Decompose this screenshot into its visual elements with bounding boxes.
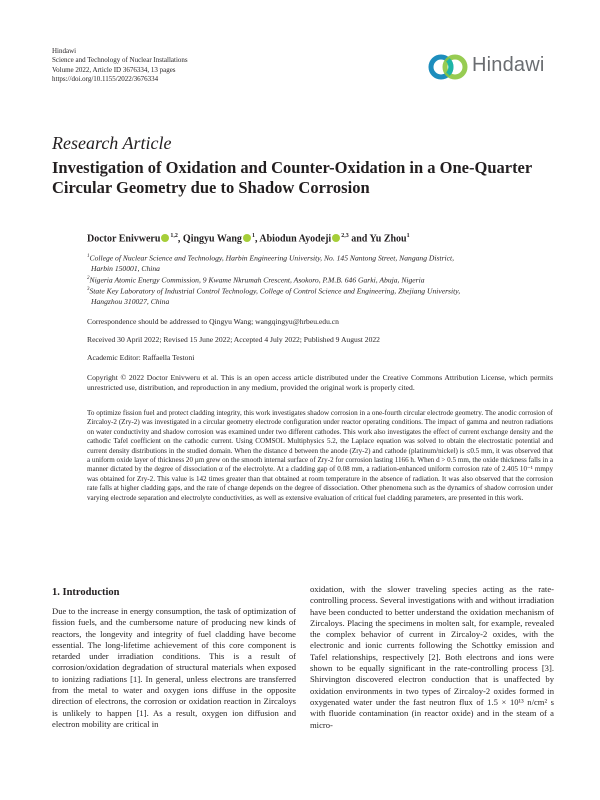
affiliation-text: Harbin 150001, China bbox=[91, 263, 160, 273]
affiliation bbox=[87, 274, 547, 286]
affiliation-marker: 3 bbox=[87, 287, 90, 293]
affiliation-text: Hangzhou 310027, China bbox=[91, 296, 170, 306]
affiliation-text: State Key Laboratory of Industrial Control Technology, College of Control Science and Engineering, Zhejiang University, bbox=[89, 286, 461, 296]
body-column-left bbox=[52, 606, 296, 730]
abstract: To optimize fission fuel and protect cladding integrity, this work investigates shadow corrosion in a one-fourth circular electrode geometry. The anodic corrosion of Zircaloy-2 (Zry-2) was investigated in a circular geometry electrode configuration under reactor operating conditions. The impact of gamma and neutron radiations on water conductivity and shadow corrosion was examined under two different cathodes. This work also investigates the effect of current exchange density and the cathodic Tafel coefficient on the cathodic current. Using COMSOL Multiphysics 5.2, the Laplace equation was solved to obtain the electrostatic potential and current density distributions in the studied domain. When the distance d between the anode (Zry-2) and cathode (platinum/nickel) is ≤0.5 mm, it was observed that a uniform oxide layer of thickness 20 µm grew on the smooth internal surface of Zry-2 for corrosion lasting 1166 h. When d > 0.5 mm, the oxide thickness falls in a manner dictated by the degree of dissociation α of the electrolyte. At a cladding gap of 0.08 mm, a radiation-enhanced uniform corrosion rate of 2.405 10⁻¹ mmpy was obtained for Zry-2. This value is 142 times greater than that obtained at room temperature in the absence of radiation. It was also observed that the corrosion rate falls at higher cladding gaps, and the rate of change depends on the degree of dissociation. Other phenomena such as the dynamics of shadow corrosion under varying electrode separation and electrolyte conductivities, as well as extensive evaluation of critical fuel cladding parameters, are presented in this work. bbox=[87, 409, 553, 502]
author-name: Yu Zhou bbox=[369, 233, 407, 245]
author-affil-marker: 1 bbox=[251, 233, 255, 239]
hindawi-logo-icon bbox=[428, 52, 472, 82]
affiliation-marker: 1 bbox=[87, 254, 90, 259]
hindawi-logo[interactable] bbox=[428, 52, 556, 82]
affiliation-text: Nigeria Atomic Energy Commission, 9 Kwame Nkrumah Crescent, Asokoro, P.M.B. 646 Garki, Abuja, Nigeria bbox=[89, 275, 425, 285]
article-type: Research Article bbox=[52, 133, 172, 153]
article-title: Investigation of Oxidation and Counter-Oxidation in a One-Quarter Circular Geometry due to Shadow Corrosion bbox=[52, 158, 532, 197]
affiliation bbox=[87, 285, 547, 307]
journal-name: Science and Technology of Nuclear Installations bbox=[52, 56, 188, 65]
author-affil-marker: 1 bbox=[406, 233, 410, 239]
body-paragraph: Due to the increase in energy consumption, the task of optimization of fission fuels, and the cumbersome nature of producing new kinds of reactors, the longevity and integrity of fuel cladding have become essential. The long-lifetime achievement of this core component is retarded under irradiation conditions. This is a result of corrosion/oxidation degradation of structural materials when exposed to ionizing radiations [1]. In general, unless electrons are transferred from the metal to water and oxygen ions diffuse in the opposite direction of electrons, the corrosion or oxidation reaction in Zircaloys is unlikely to happen [1]. As a result, oxygen ion diffusion and electron mobility are critical in bbox=[52, 606, 296, 729]
publisher-name: Hindawi bbox=[52, 47, 77, 55]
author-affil-marker: 2,3 bbox=[341, 233, 349, 239]
logo-wordmark: Hindawi bbox=[472, 54, 545, 76]
article-dates: Received 30 April 2022; Revised 15 June 2022; Accepted 4 July 2022; Published 9 August 2022 bbox=[87, 335, 380, 344]
volume-info: Volume 2022, Article ID 3676334, 13 pages bbox=[52, 65, 176, 74]
author-list bbox=[87, 233, 557, 244]
body-paragraph: oxidation, with the slower traveling species acting as the rate-controlling process. Several investigations with and without irradiation have been conducted to better understand the oxidation mechanism of Zircaloys. Placing the specimens in molten salt, for example, revealed the complex behavior of current in Zircaloy-2 oxides, with the electronic and ionic currents following the Schottky emission and Tafel relationships, respectively [2]. Both electrons and ions were shown to be equally significant in the rate-controlling process [3]. Shirvington discovered electron conduction that is unaffected by oxidation environments in two types of Zircaloy-2 oxides formed in oxygenated water under the fast neutron flux of 1.5 × 10¹³ n/cm² s with fluoride contamination (in reactor oxide) and in the steam of a micro- bbox=[310, 584, 554, 730]
correspondence[interactable]: Correspondence should be addressed to Qingyu Wang; wangqingyu@hrbeu.edu.cn bbox=[87, 317, 339, 326]
author-separator: and bbox=[351, 233, 368, 245]
section-heading: 1. Introduction bbox=[52, 587, 120, 598]
body-column-right bbox=[310, 584, 554, 731]
affiliation bbox=[87, 252, 547, 274]
affiliation-text: College of Nuclear Science and Technology, Harbin Engineering University, No. 145 Nantong Street, Nangang District, bbox=[89, 253, 455, 263]
author-separator: , bbox=[177, 233, 181, 245]
orcid-icon[interactable] bbox=[243, 234, 251, 242]
affiliation-marker: 2 bbox=[87, 275, 90, 281]
journal-header bbox=[52, 47, 188, 84]
author-name: Abiodun Ayodeji bbox=[259, 233, 332, 245]
author-name: Qingyu Wang bbox=[182, 233, 242, 245]
author-name: Doctor Enivweru bbox=[87, 233, 161, 245]
author-separator: , bbox=[254, 233, 258, 245]
affiliations bbox=[87, 252, 547, 307]
orcid-icon[interactable] bbox=[332, 234, 340, 242]
orcid-icon[interactable] bbox=[161, 234, 169, 242]
academic-editor: Academic Editor: Raffaella Testoni bbox=[87, 353, 195, 362]
author-affil-marker: 1,2 bbox=[170, 233, 178, 239]
doi-link[interactable]: https://doi.org/10.1155/2022/3676334 bbox=[52, 74, 159, 83]
copyright-notice: Copyright © 2022 Doctor Enivweru et al. This is an open access article distributed under the Creative Commons Attribution License, which permits unrestricted use, distribution, and reproduction in any medium, provided the original work is properly cited. bbox=[87, 373, 553, 392]
